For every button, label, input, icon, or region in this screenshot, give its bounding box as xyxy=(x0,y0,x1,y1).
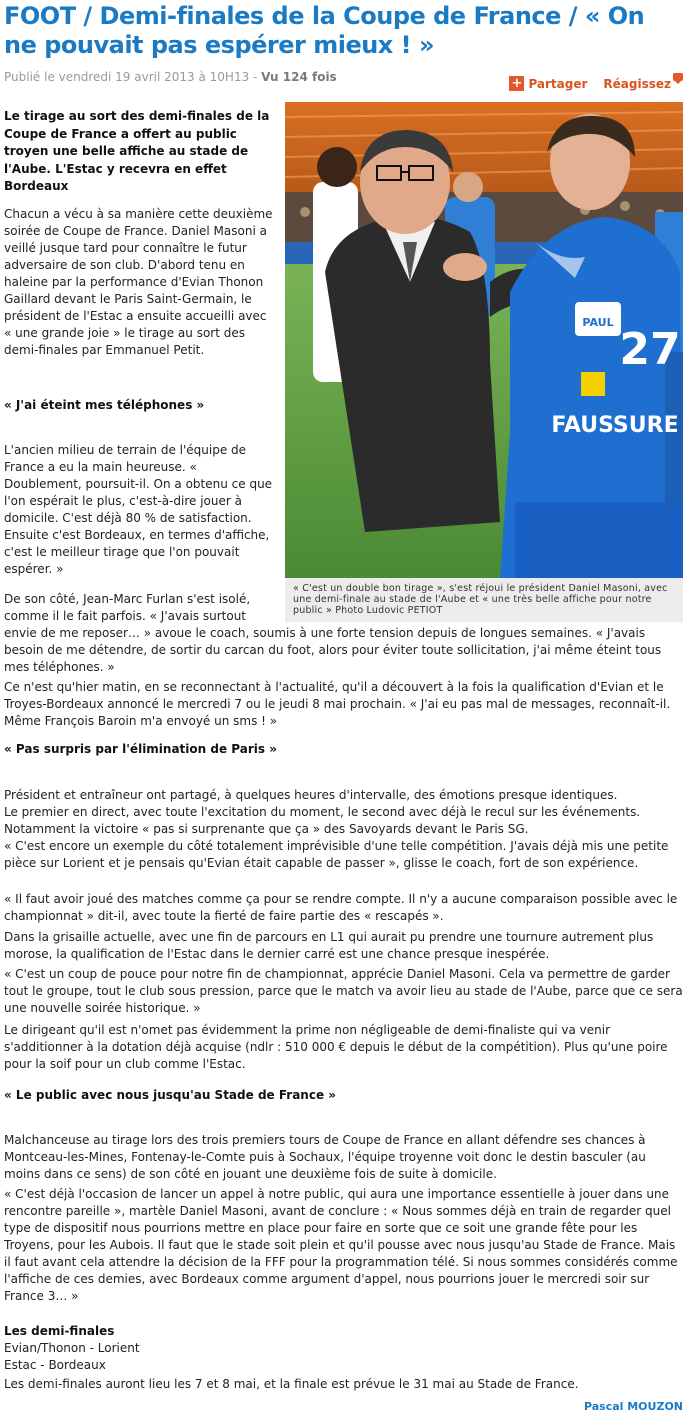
publication-meta xyxy=(4,70,337,84)
match-line: Estac - Bordeaux xyxy=(4,1358,106,1372)
svg-text:27: 27 xyxy=(619,324,681,375)
paragraph: Le premier en direct, avec toute l'excitation du moment, le second avec déjà le recul sur les événements. Notamment la victoire « pas si surprenante que ça » des Savoyards devant le Paris SG. xyxy=(4,805,641,836)
paragraph: Le dirigeant qu'il est n'omet pas évidemment la prime non négligeable de demi-finaliste qui va venir s'additionner à la dotation déjà acquise (ndlr : 510 000 € depuis le début de la compétition). Plus qu'une poire pour la soif pour un club comme l'Estac. xyxy=(4,1023,668,1071)
section-heading: « Le public avec nous jusqu'au Stade de France » xyxy=(4,1088,337,1102)
paragraph: Les demi-finales auront lieu les 7 et 8 mai, et la finale est prévue le 31 mai au Stade de France. xyxy=(4,1377,579,1391)
plus-icon: + xyxy=(509,76,524,91)
paragraph: « C'est un coup de pouce pour notre fin de championnat, apprécie Daniel Masoni. Cela va permettre de garder tout le groupe, tout le club sous pression, parce que le match va avoir lieu au stade de l'Aube, parce que ce sera une nouvelle soirée historique. » xyxy=(4,967,683,1015)
paragraph: De son côté, Jean-Marc Furlan s'est isolé, comme il le fait parfois. « J'avais surtout xyxy=(4,592,251,623)
react-link[interactable] xyxy=(603,77,683,91)
paragraph: « Il faut avoir joué des matches comme ça pour se rendre compte. Il n'y a aucune comparaison possible avec le championnat » dit-il, avec toute la fierté de faire partie des « rescapés ». xyxy=(4,892,678,923)
author-name: Pascal MOUZON xyxy=(583,1400,683,1413)
paragraph: L'ancien milieu de terrain de l'équipe de France a eu la main heureuse. « Doublement, poursuit-il. On a obtenu ce que l'on espérait le plus, c'est-à-dire jouer à domicile. C'est déjà 80 % de satisfaction. Ensuite c'est Bordeaux, en termes d'affiche, c'est le meilleur tirage que l'on pouvait espérer. » xyxy=(4,443,273,576)
paragraph: envie de me reposer… » avoue le coach, soumis à une forte tension depuis de longues semaines. « J'avais besoin de me détendre, de sortir du carcan du foot, alors pour éviter toute sollicitation, j'ai même éteint tous mes téléphones. » xyxy=(4,626,662,674)
view-count: Vu 124 fois xyxy=(261,70,337,84)
paragraph: « C'est déjà l'occasion de lancer un appel à notre public, qui aura une importance essentielle à jouer dans une rencontre pareille », martèle Daniel Masoni, avant de conclure : « Nous sommes déjà en train de regarder quel type de dispositif nous pourrions mettre en place pour faire en sorte que ce soit une grande fête pour les Troyens, pour les Aubois. Il faut que le stade soit plein et qu'il pousse avec nous jusqu'au Stade de France. Mais il faut avant cela attendre la décision de la FFF pour la programmation télé. Si nous sommes considérés comme l'affiche de ces demies, avec Bordeaux comme argument d'appel, nous pourrions jouer le mercredi soir sur France 3… » xyxy=(4,1187,678,1303)
article-title: FOOT / Demi-finales de la Coupe de France / « On ne pouvait pas espérer mieux ! » xyxy=(4,2,645,59)
paragraph: Président et entraîneur ont partagé, à quelques heures d'intervalle, des émotions presque identiques. xyxy=(4,788,618,802)
section-heading: « J'ai éteint mes téléphones » xyxy=(4,398,205,412)
react-label: Réagissez xyxy=(603,76,671,91)
paragraph: Dans la grisaille actuelle, avec une fin de parcours en L1 qui aurait pu prendre une tournure autrement plus morose, la qualification de l'Estac dans le dernier carré est une chance presque inespérée. xyxy=(4,930,654,961)
share-label: Partager xyxy=(528,76,588,91)
article-photo-block xyxy=(285,102,683,622)
match-line: Evian/Thonon - Lorient xyxy=(4,1341,140,1355)
article-actions xyxy=(509,76,683,91)
article-photo xyxy=(285,102,683,578)
svg-text:PAUL: PAUL xyxy=(582,316,614,329)
comment-bubble-icon xyxy=(673,73,683,81)
paragraph: Malchanceuse au tirage lors des trois premiers tours de Coupe de France en allant défendre ses chances à Montceau-les-Mines, Fontenay-le-Comte puis à Sochaux, l'équipe troyenne voit donc le destin basculer (au moins dans ce sens) de son côté en jouant une deuxième fois de suite à domicile. xyxy=(4,1133,646,1181)
article-lead: Le tirage au sort des demi-finales de la Coupe de France a offert au public troyen une belle affiche au stade de l'Aube. L'Estac y recevra en effet Bordeaux xyxy=(4,109,270,193)
photo-caption: « C'est un double bon tirage », s'est réjoui le président Daniel Masoni, avec une demi-finale au stade de l'Aube et « une très belle affiche pour notre public » Photo Ludovic PETIOT xyxy=(285,578,683,622)
paragraph: « C'est encore un exemple du côté totalement imprévisible d'une telle compétition. J'avais déjà mis une petite pièce sur Lorient et je pensais qu'Evian était capable de passer », glisse le coach, fort de son expérience. xyxy=(4,839,669,870)
share-button[interactable] xyxy=(509,76,587,91)
svg-text:FAUSSURE: FAUSSURE xyxy=(551,413,679,438)
paragraph: Ce n'est qu'hier matin, en se reconnectant à l'actualité, qu'il a découvert à la fois la qualification d'Evian et le Troyes-Bordeaux annoncé le mercredi 7 ou le jeudi 8 mai prochain. « J'ai eu pas mal de messages, reconnaît-il. Même François Baroin m'a envoyé un sms ! » xyxy=(4,680,671,728)
publish-date: Publié le vendredi 19 avril 2013 à 10H13 - xyxy=(4,70,262,84)
section-heading: « Pas surpris par l'élimination de Paris » xyxy=(4,742,277,756)
section-heading: Les demi-finales xyxy=(4,1324,115,1338)
paragraph: Chacun a vécu à sa manière cette deuxième soirée de Coupe de France. Daniel Masoni a veillé jusque tard pour connaître le futur adversaire de son club. D'abord tenu en haleine par la performance d'Evian Thonon Gaillard devant le Paris Saint-Germain, le président de l'Estac a ensuite accueilli avec « une grande joie » le tirage au sort des demi-finales par Emmanuel Petit. xyxy=(4,207,273,357)
